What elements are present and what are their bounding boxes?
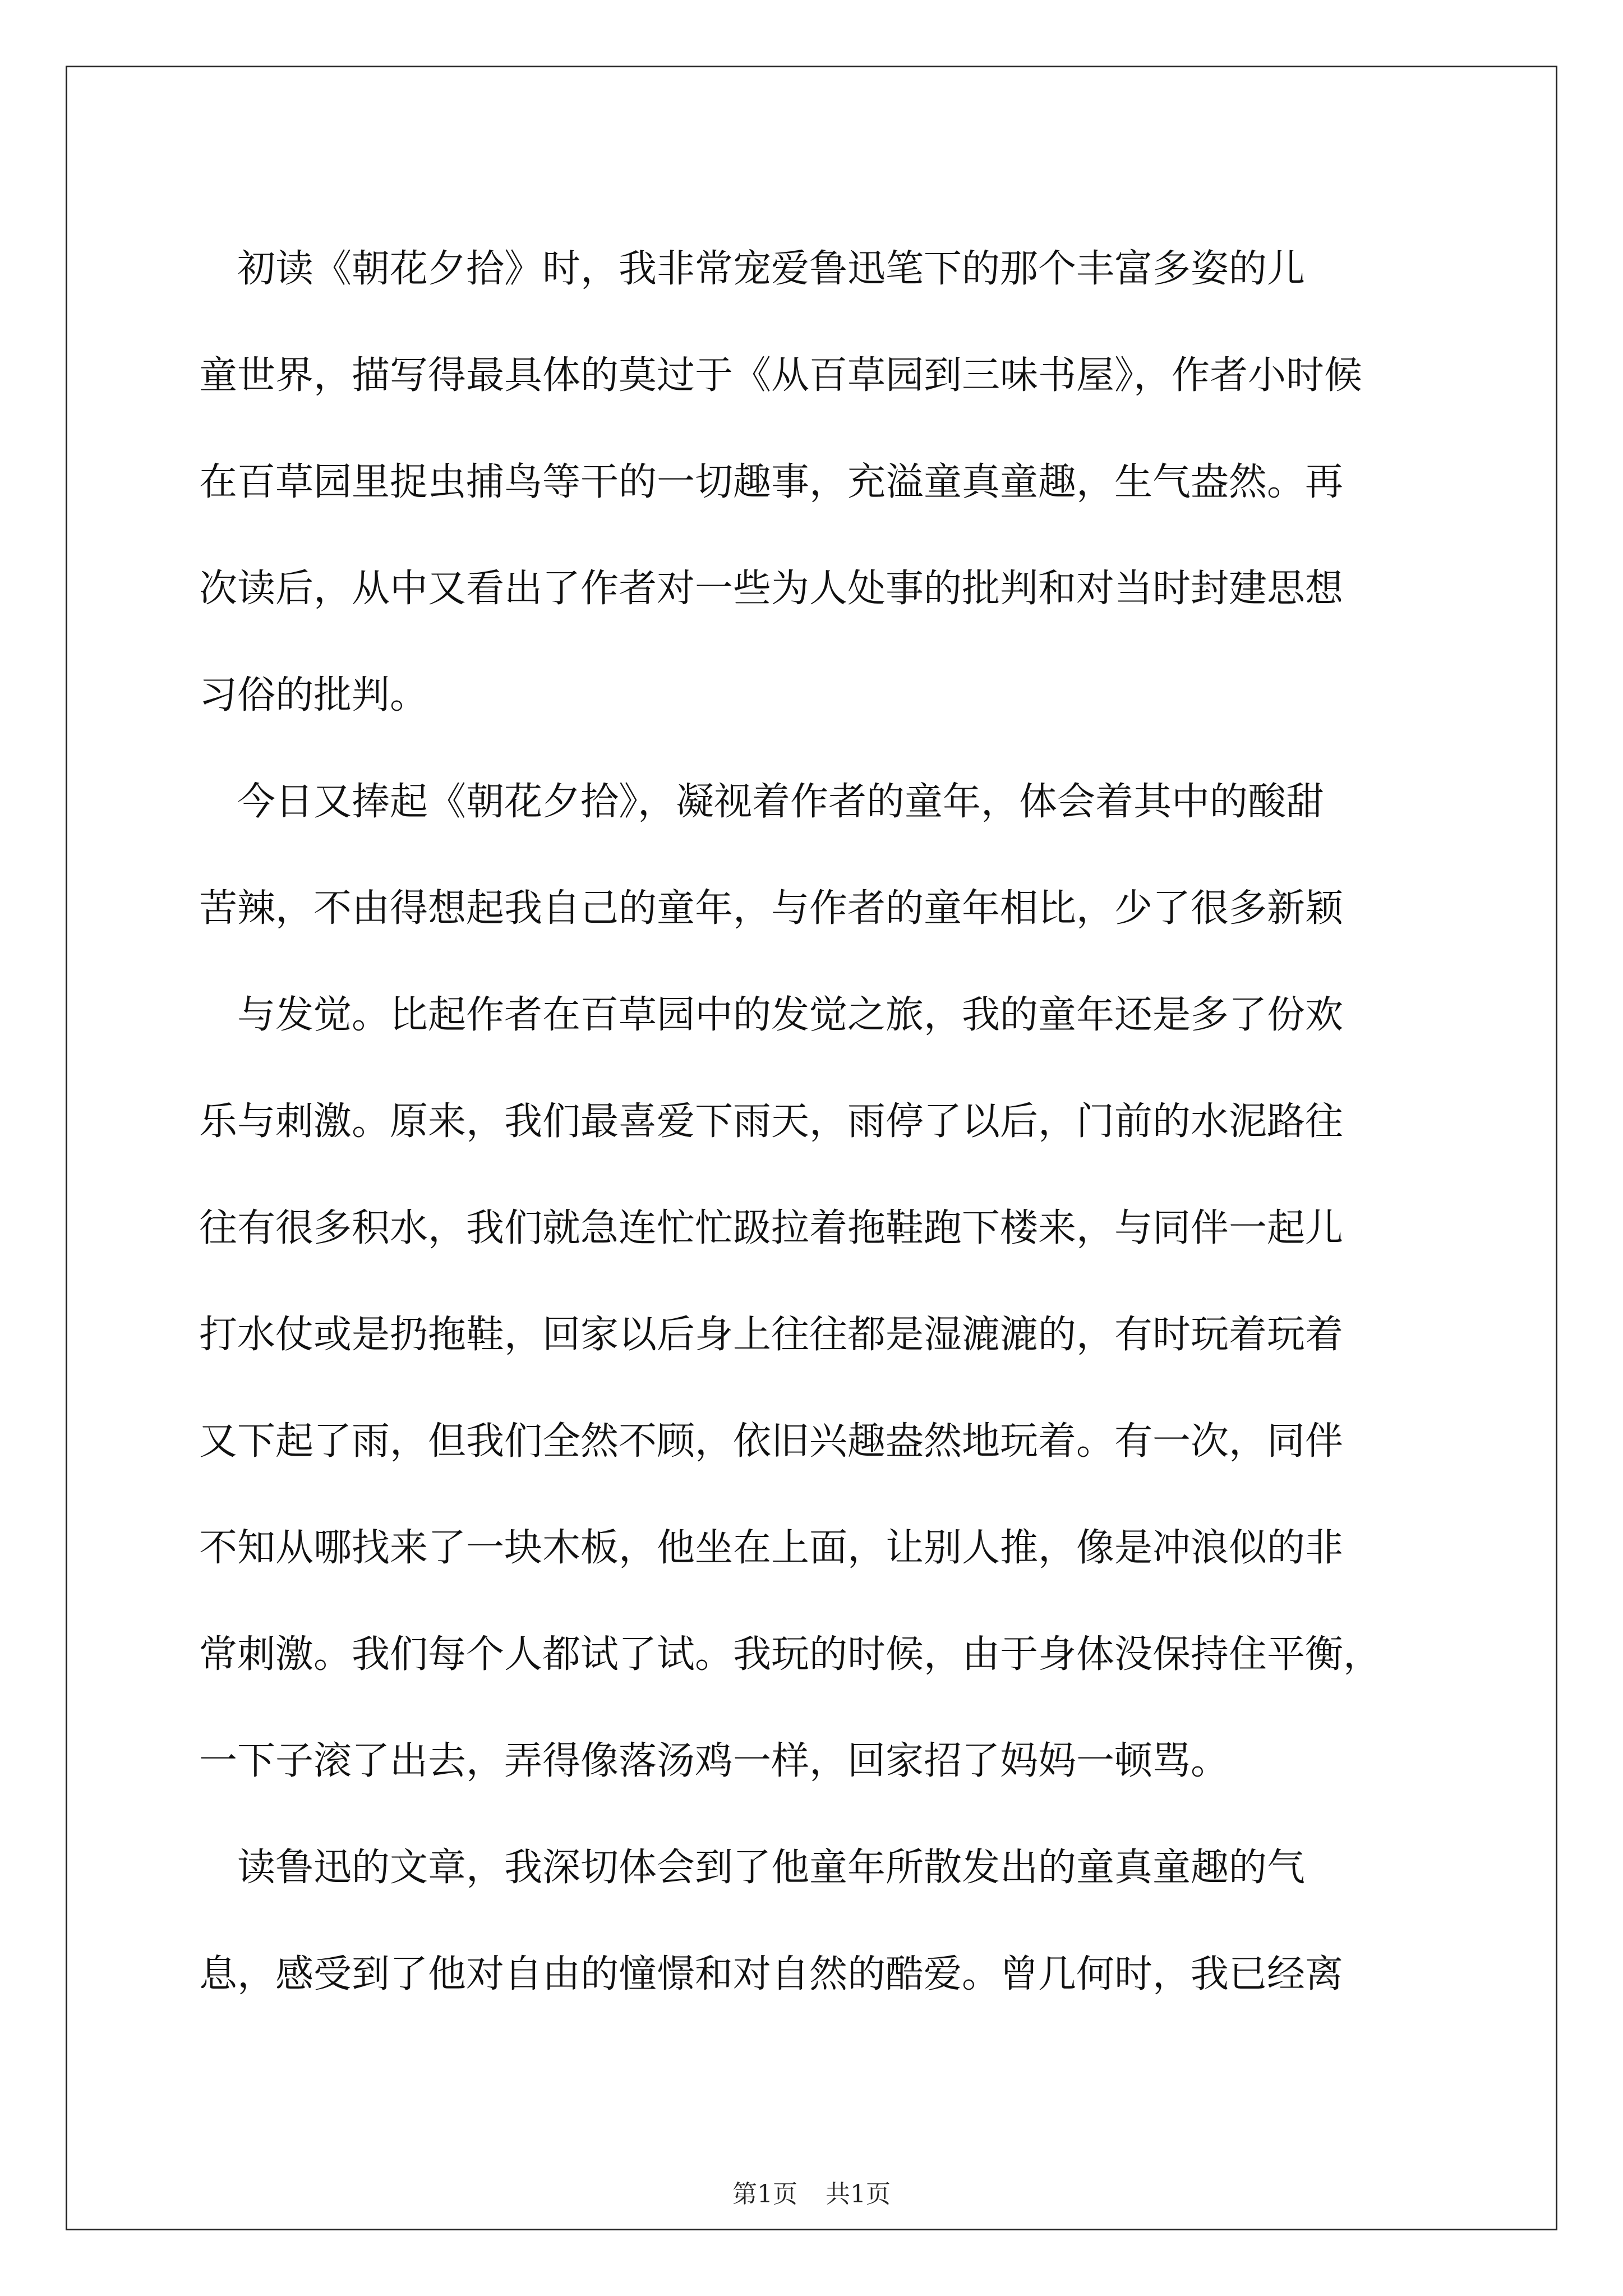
text-line-14: 常刺激。我们每个人都试了试。我玩的时候，由于身体没保持住平衡， [199, 1632, 1382, 1677]
text-line-8: 与发觉。比起作者在百草园中的发觉之旅，我的童年还是多了份欢 [199, 993, 1344, 1037]
text-line-13: 不知从哪找来了一块木板，他坐在上面，让别人推，像是冲浪似的非 [199, 1526, 1344, 1570]
text-line-12: 又下起了雨，但我们全然不顾，依旧兴趣盎然地玩着。有一次，同伴 [199, 1419, 1344, 1464]
page-number: 第1页 [732, 2180, 797, 2208]
page-footer [0, 2174, 1623, 2210]
text-line-16: 读鲁迅的文章，我深切体会到了他童年所散发出的童真童趣的气 [199, 1846, 1306, 1890]
text-line-10: 往有很多积水，我们就急连忙忙趿拉着拖鞋跑下楼来，与同伴一起儿 [199, 1206, 1344, 1250]
text-line-11: 打水仗或是扔拖鞋，回家以后身上往往都是湿漉漉的，有时玩着玩着 [199, 1313, 1344, 1357]
text-line-3: 在百草园里捉虫捕鸟等干的一切趣事，充溢童真童趣，生气盎然。再 [199, 460, 1344, 504]
text-line-7: 苦辣，不由得想起我自己的童年，与作者的童年相比，少了很多新颖 [199, 886, 1344, 931]
document-body [199, 216, 1433, 2028]
text-line-4: 次读后，从中又看出了作者对一些为人处事的批判和对当时封建思想 [199, 567, 1344, 611]
text-line-9: 乐与刺激。原来，我们最喜爱下雨天，雨停了以后，门前的水泥路往 [199, 1099, 1344, 1144]
page-total: 共1页 [826, 2180, 891, 2208]
text-line-6: 今日又捧起《朝花夕拾》，凝视着作者的童年，体会着其中的酸甜 [199, 780, 1325, 824]
text-line-5: 习俗的批判。 [199, 673, 428, 717]
text-line-17: 息，感受到了他对自由的憧憬和对自然的酷爱。曾几何时，我已经离 [199, 1952, 1344, 1996]
text-line-1: 初读《朝花夕拾》时，我非常宠爱鲁迅笔下的那个丰富多姿的儿 [199, 247, 1306, 291]
text-line-2: 童世界，描写得最具体的莫过于《从百草园到三味书屋》，作者小时候 [199, 353, 1363, 398]
text-line-15: 一下子滚了出去，弄得像落汤鸡一样，回家招了妈妈一顿骂。 [199, 1739, 1229, 1783]
